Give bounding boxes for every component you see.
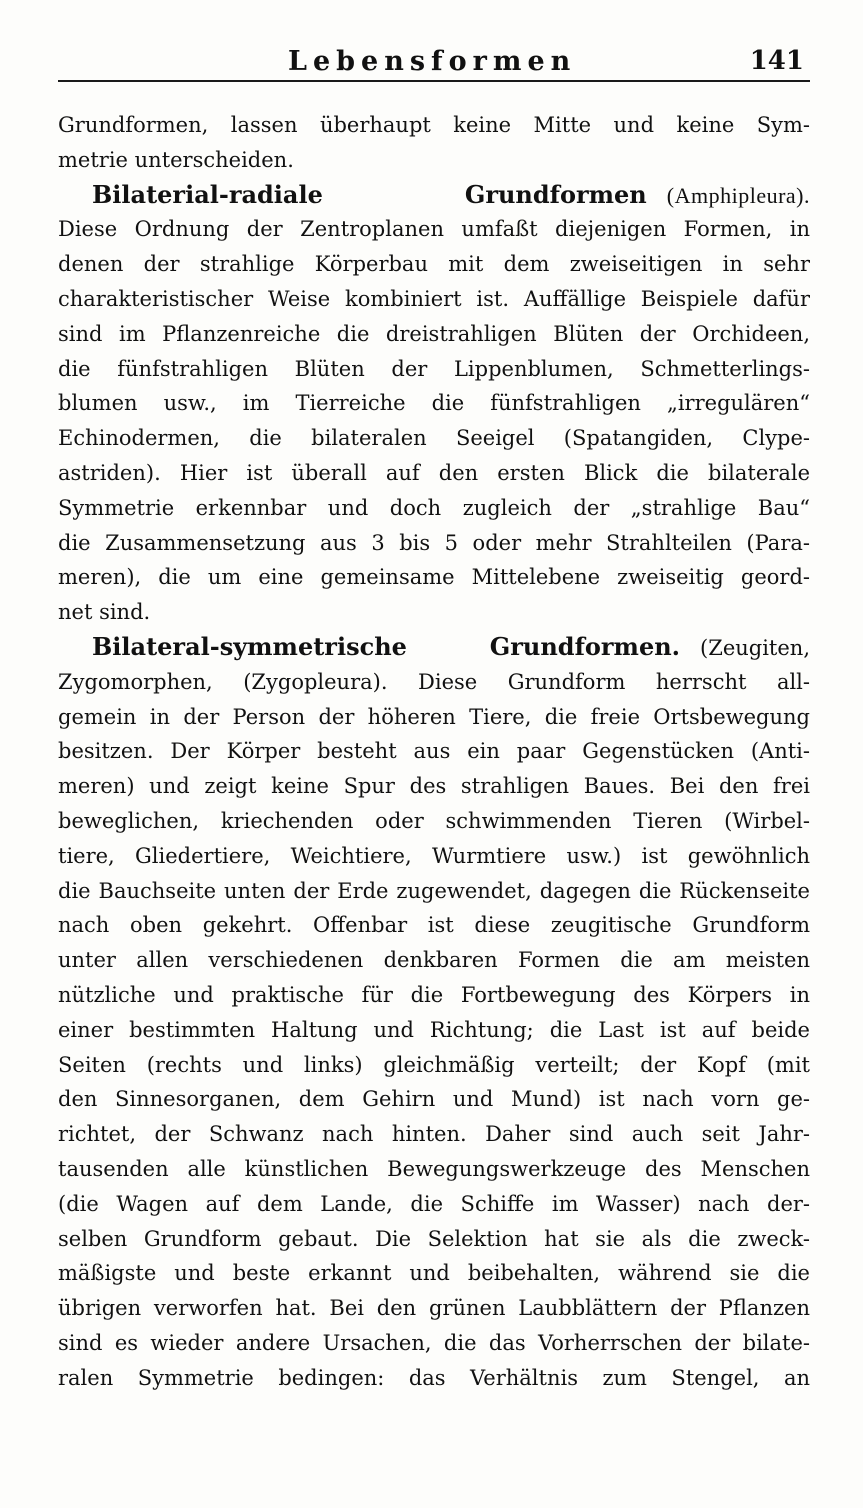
text-line: tiere, Gliedertiere, Weichtiere, Wurmtiere usw.) ist gewöhnlich	[58, 843, 810, 868]
text-line: selben Grundform gebaut. Die Selektion hat sie als die zweck-	[58, 1226, 810, 1251]
text-line: metrie unterscheiden.	[58, 147, 294, 172]
text-line: meren), die um eine gemeinsame Mittelebene zweiseitig geord-	[58, 565, 810, 590]
text-line: Grundformen, lassen überhaupt keine Mitte und keine Sym-	[58, 113, 810, 137]
text-line: Zygomorphen, (Zygopleura). Diese Grundform herrscht all-	[58, 669, 810, 694]
text-line: Diese Ordnung der Zentroplanen umfaßt diejenigen Formen, in	[58, 217, 810, 242]
text-line: übrigen verworfen hat. Bei den grünen Laubblättern der Pflanzen	[58, 1296, 810, 1321]
text-line: charakteristischer Weise kombiniert ist. Auffällige Beispiele dafür	[58, 286, 810, 311]
text-line: gemein in der Person der höheren Tiere, die freie Ortsbewegung	[58, 704, 810, 729]
text-line: blumen usw., im Tierreiche die fünfstrahligen „irregulären“	[58, 391, 810, 416]
text-line: beweglichen, kriechenden oder schwimmenden Tieren (Wirbel-	[58, 808, 810, 833]
text-line: ralen Symmetrie bedingen: das Verhältnis zum Stengel, an	[58, 1365, 810, 1390]
section-heading: Bilaterial-radiale Grundformen	[92, 179, 647, 209]
section-heading-line	[58, 178, 810, 213]
text-line: Symmetrie erkennbar und doch zugleich der „strahlige Bau“	[58, 495, 810, 520]
header-rule	[58, 80, 810, 82]
text-line: nützliche und praktische für die Fortbewegung des Körpers in	[58, 982, 810, 1007]
text-line: den Sinnesorganen, dem Gehirn und Mund) ist nach vorn ge-	[58, 1087, 810, 1112]
section-heading-latin: (Amphipleura).	[666, 182, 810, 208]
page-header	[58, 40, 810, 84]
text-line: einer bestimmten Haltung und Richtung; die Last ist auf beide	[58, 1017, 810, 1042]
text-line: richtet, der Schwanz nach hinten. Daher sind auch seit Jahr-	[58, 1122, 810, 1147]
text-line: Echinodermen, die bilateralen Seeigel (Spatangiden, Clype-	[58, 426, 810, 451]
text-line: Seiten (rechts und links) gleichmäßig verteilt; der Kopf (mit	[58, 1052, 810, 1077]
section-heading-line	[58, 630, 810, 665]
running-title: Lebensformen	[288, 46, 577, 77]
text-line: sind im Pflanzenreiche die dreistrahligen Blüten der Orchideen,	[58, 321, 810, 346]
text-line: die Bauchseite unten der Erde zugewendet, dagegen die Rückenseite	[58, 878, 810, 903]
text-line: astriden). Hier ist überall auf den ersten Blick die bilaterale	[58, 460, 810, 485]
section-heading: Bilateral-symmetrische Grundformen.	[92, 631, 681, 661]
text-line: nach oben gekehrt. Offenbar ist diese zeugitische Grundform	[58, 913, 810, 938]
section-heading-rest: (Zeugiten,	[700, 635, 810, 660]
text-line: die fünfstrahligen Blüten der Lippenblumen, Schmetterlings-	[58, 356, 810, 381]
text-line: unter allen verschiedenen denkbaren Formen die am meisten	[58, 948, 810, 973]
text-line: besitzen. Der Körper besteht aus ein paar Gegenstücken (Anti-	[58, 739, 810, 764]
text-line: meren) und zeigt keine Spur des strahligen Baues. Bei den frei	[58, 774, 810, 799]
body-text	[58, 108, 810, 1395]
text-line: denen der strahlige Körperbau mit dem zweiseitigen in sehr	[58, 252, 810, 277]
text-line: mäßigste und beste erkannt und beibehalten, während sie die	[58, 1261, 810, 1286]
text-line: sind es wieder andere Ursachen, die das Vorherrschen der bilate-	[58, 1330, 810, 1355]
text-line: tausenden alle künstlichen Bewegungswerkzeuge des Menschen	[58, 1156, 810, 1181]
page-number: 141	[749, 46, 804, 76]
text-line: die Zusammensetzung aus 3 bis 5 oder mehr Strahlteilen (Para-	[58, 530, 810, 555]
text-line: net sind.	[58, 600, 151, 625]
text-line: (die Wagen auf dem Lande, die Schiffe im Wasser) nach der-	[58, 1191, 810, 1216]
